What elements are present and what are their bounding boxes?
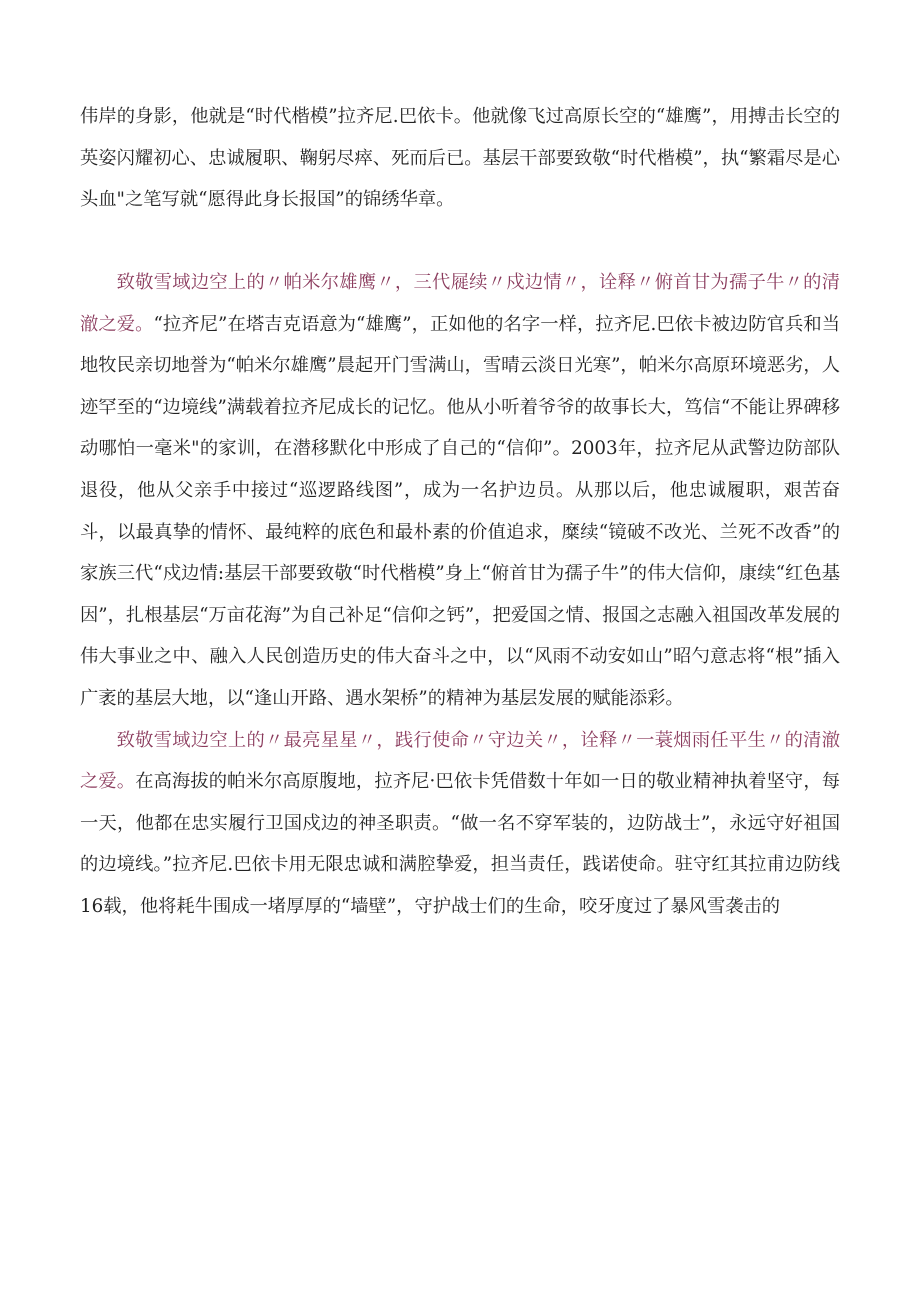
paragraph-brightest-star: [80, 720, 840, 928]
paragraph-continuation: [80, 96, 840, 262]
paragraph-lead-heading: 致敬雪域边空上的〃帕米尔雄鹰〃，三代屣续〃戍边情〃，诠释〃俯首甘为孺子牛〃的清澈之爱。: [80, 272, 840, 335]
paragraph-pamir-eagle: [80, 262, 840, 720]
paragraph-lead-heading: 致敬雪域边空上的〃最亮星星〃，践行使命〃守边关〃，诠释〃一蓑烟雨任平生〃的清澈之爱。: [80, 729, 840, 793]
paragraph-body: 在高海拔的帕米尔高原腹地，拉齐尼·巴依卡凭借数十年如一日的敬业精神执着坚守，每一天，他都在忠实履行卫国戍边的神圣职责。“做一名不穿军装的，边防战士”，永远守好祖国的边境线。”拉齐尼.巴依卡用无限忠诚和满腔挚爱，担当责任，践诺使命。驻守红其拉甫边防线16载，他将耗牛围成一堵厚厚的“墙壁”，守护战士们的生命，咬牙度过了暴风雪袭击的: [80, 771, 841, 917]
document-page: [80, 96, 840, 928]
paragraph-body: 伟岸的身影，他就是“时代楷模”拉齐尼.巴依卡。他就像飞过高原长空的“雄鹰”，用搏击长空的英姿闪耀初心、忠诚履职、鞠躬尽瘁、死而后已。基层干部要致敬“时代楷模”，执“繁霜尽是心头血"之笔写就“愿得此身长报国”的锦绣华章。: [80, 106, 840, 211]
paragraph-body: “拉齐尼”在塔吉克语意为“雄鹰”，正如他的名字一样，拉齐尼.巴依卡被边防官兵和当地牧民亲切地誉为“帕米尔雄鹰”晨起开门雪满山，雪晴云淡日光寒”，帕米尔高原环境恶劣，人迹罕至的“边境线”满载着拉齐尼成长的记忆。他从小听着爷爷的故事长大，笃信“不能让界碑移动哪怕一毫米"的家训，在潜移默化中形成了自己的“信仰”。2003年，拉齐尼从武警边防部队退役，他从父亲手中接过“巡逻路线图”，成为一名护边员。从那以后，他忠诚履职，艰苦奋斗，以最真挚的情怀、最纯粹的底色和最朴素的价值追求，糜续“镜破不改光、兰死不改香”的家族三代“戍边情:基层干部要致敬“时代楷模”身上“俯首甘为孺子牛”的伟大信仰，康续“红色基因”，扎根基层“万亩花海”为自己补足“信仰之钙”，把爱国之情、报国之志融入祖国改革发展的伟大事业之中、融入人民创造历史的伟大奋斗之中，以“风雨不动安如山”昭勺意志将“根”插入广袤的基层大地，以“逢山开路、遇水架桥”的精神为基层发展的赋能添彩。: [80, 313, 840, 709]
